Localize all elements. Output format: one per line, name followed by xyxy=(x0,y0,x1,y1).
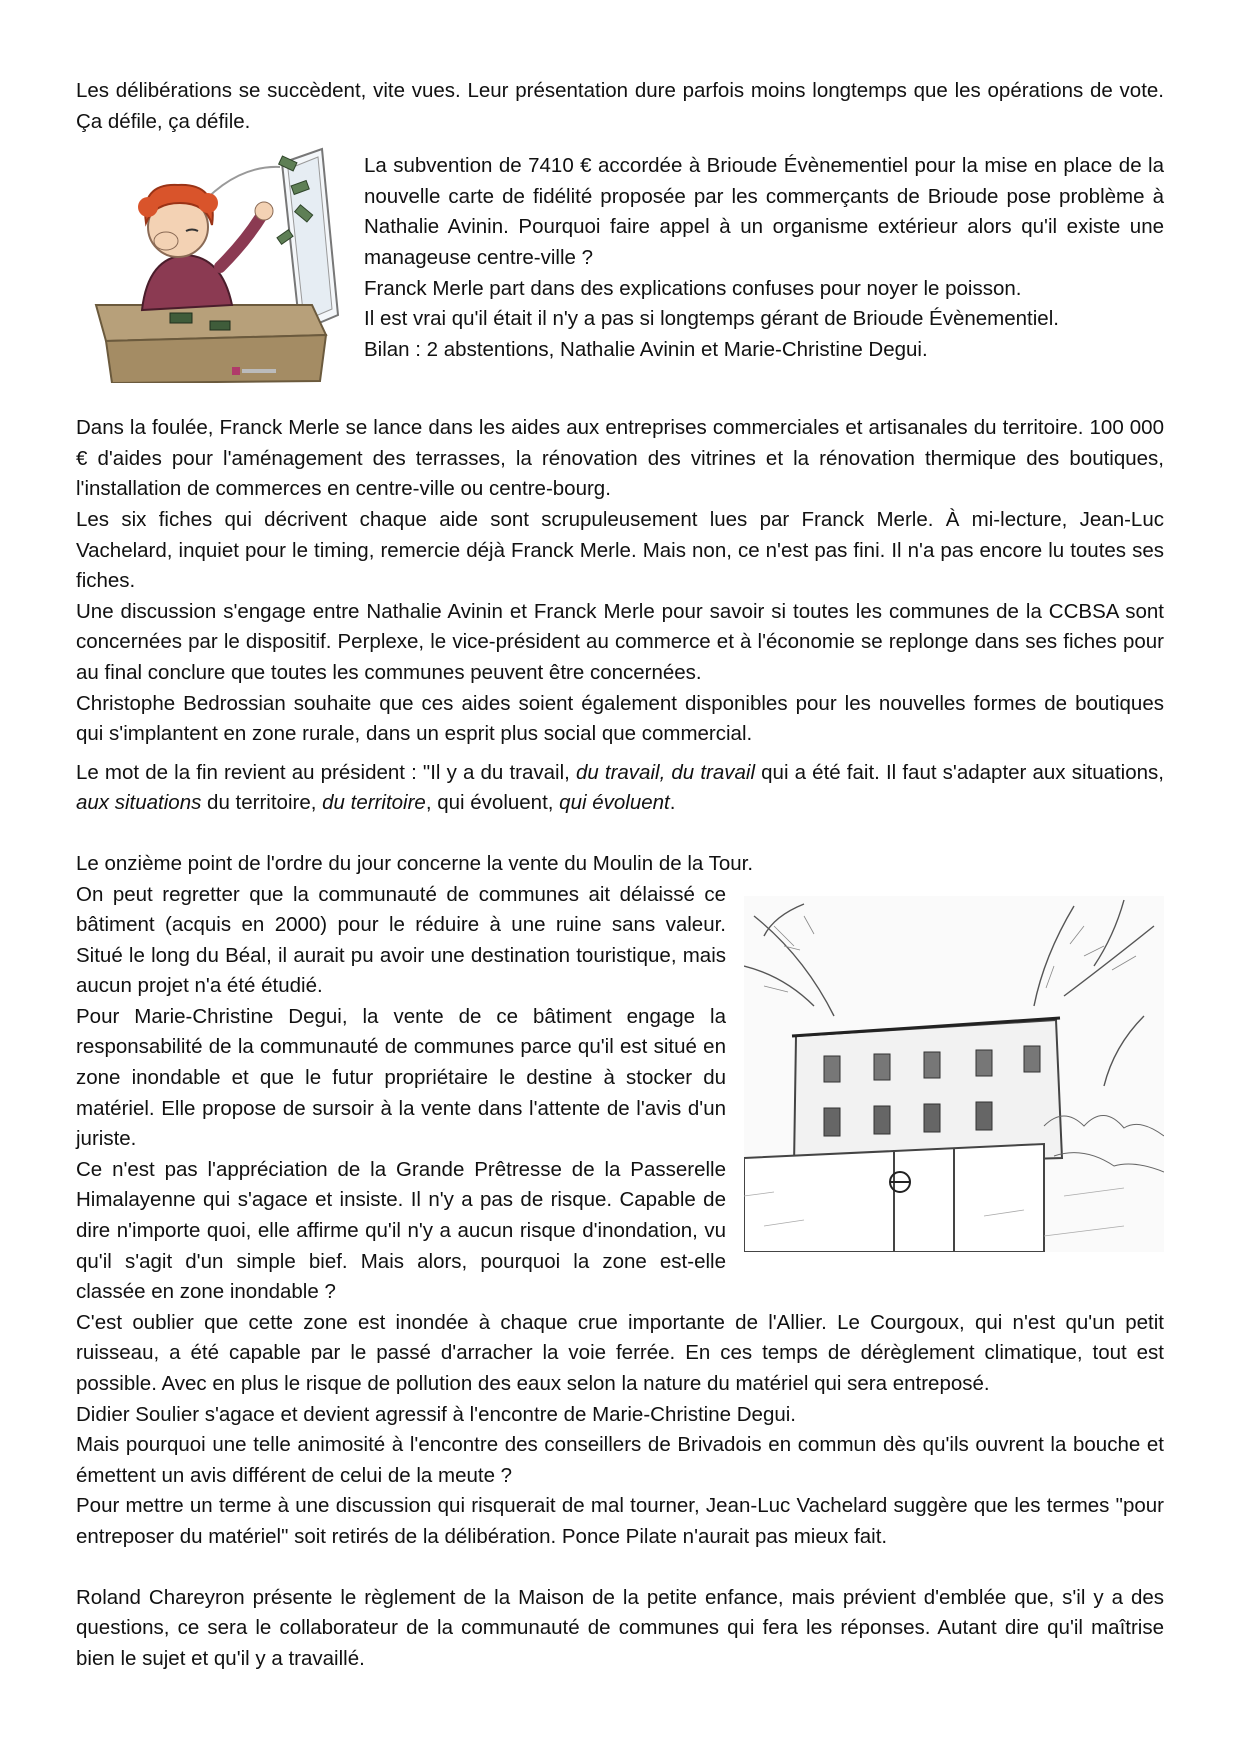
paragraph-fiches: Les six fiches qui décrivent chaque aide sont scrupuleusement lues par Franck Merle. À mi-lecture, Jean-Luc Vachelard, inquiet pour le timing, remercie déjà Franck Merle. Mais non, ce n'est pas fini. Il n'a pas encore lu toutes ses fiches. xyxy=(76,507,1164,593)
paragraph-subvention: La subvention de 7410 € accordée à Brioude Évènementiel pour la mise en place de la nouvelle carte de fidélité proposée par les commerçants de Brioude pose problème à Nathalie Avinin. Pourquoi faire appel à un organisme extérieur alors qu'il existe une manageuse centre-ville ? xyxy=(364,154,1164,269)
paragraph-intro: Les délibérations se succèdent, vite vues. Leur présentation dure parfois moins longtemps que les opérations de vote. Ça défile, ça défile. xyxy=(76,79,1164,133)
moulin-sketch-svg xyxy=(744,896,1164,1252)
cartoon-svg xyxy=(82,145,354,383)
paragraph-gerant: Il est vrai qu'il était il n'y a pas si longtemps gérant de Brioude Évènementiel. xyxy=(364,307,1059,331)
moulin-sketch-illustration xyxy=(744,896,1164,1252)
paragraph-aides: Dans la foulée, Franck Merle se lance dans les aides aux entreprises commerciales et artisanales du territoire. 100 000 € d'aides pour l'aménagement des terrasses, la rénovation des vitrines et la rénovation thermique des boutiques, l'installation de commerces en centre-ville ou centre-bourg. xyxy=(76,416,1164,501)
paragraph-franck-merle: Franck Merle part dans des explications confuses pour noyer le poisson. xyxy=(364,276,1022,300)
paragraph-bilan: Bilan : 2 abstentions, Nathalie Avinin et Marie-Christine Degui. xyxy=(364,337,928,361)
paragraph-bedrossian: Christophe Bedrossian souhaite que ces aides soient également disponibles pour les nouvelles formes de boutiques qui s'implantent en zone rurale, dans un esprit plus social que commercial. xyxy=(76,691,1164,746)
document-page xyxy=(76,76,1164,1674)
paragraph-degui: Pour Marie-Christine Degui, la vente de ce bâtiment engage la responsabilité de la communauté de communes parce qu'il est situé en zone inondable et que le futur propriétaire le destine à stocker du matériel. Elle propose de sursoir à la vente dans l'attente de l'avis d'un juriste. xyxy=(76,1004,726,1151)
paragraph-chareyron: Roland Chareyron présente le règlement de la Maison de la petite enfance, mais prévient d'emblée que, s'il y a des questions, ce sera le collaborateur de la communauté de communes qui fera les réponses. Autant dire qu'il maîtrise bien le sujet et qu'il y a travaillé. xyxy=(76,1585,1164,1670)
paragraph-regret: On peut regretter que la communauté de communes ait délaissé ce bâtiment (acquis en 2000) pour le réduire à une ruine sans valeur. Situé le long du Béal, il aurait pu avoir une destination touristique, mais aucun projet n'a été étudié. xyxy=(76,882,726,998)
paragraph-discussion: Une discussion s'engage entre Nathalie Avinin et Franck Merle pour savoir si toutes les communes de la CCBSA sont concernées par le dispositif. Perplexe, le vice-président au commerce et à l'économie se replonge dans ses fiches pour au final conclure que toutes les communes peuvent être concernées. xyxy=(76,599,1164,684)
paragraph-animosite: Mais pourquoi une telle animosité à l'encontre des conseillers de Brivadois en commun dès qu'ils ouvrent la bouche et émettent un avis différent de celui de la meute ? xyxy=(76,1433,1164,1487)
cartoon-money-window-illustration xyxy=(82,145,354,383)
paragraph-moulin-intro: Le onzième point de l'ordre du jour concerne la vente du Moulin de la Tour. xyxy=(76,851,754,875)
paragraph-crue: C'est oublier que cette zone est inondée à chaque crue importante de l'Allier. Le Courgoux, qui n'est qu'un petit ruisseau, a été capable par le passé d'arracher la voie ferrée. En ces temps de dérèglement climatique, tout est possible. Avec en plus le risque de pollution des eaux selon la nature du matériel qui sera entreposé. xyxy=(76,1310,1164,1395)
paragraph-mot-de-la-fin: Le mot de la fin revient au président : "Il y a du travail, du travail, du travail qui a été fait. Il faut s'adapter aux situations, aux situations du territoire, du territoire, qui évoluent, qui évoluent. xyxy=(76,760,1164,815)
paragraph-vachelard: Pour mettre un terme à une discussion qui risquerait de mal tourner, Jean-Luc Vachelard suggère que les termes "pour entreposer du matériel" soit retirés de la délibération. Ponce Pilate n'aurait pas mieux fait. xyxy=(76,1494,1164,1548)
paragraph-soulier: Didier Soulier s'agace et devient agressif à l'encontre de Marie-Christine Degui. xyxy=(76,1402,796,1426)
paragraph-grande-pretresse: Ce n'est pas l'appréciation de la Grande Prêtresse de la Passerelle Himalayenne qui s'agace et insiste. Il n'y a pas de risque. Capable de dire n'importe quoi, elle affirme qu'il n'y a aucun risque d'inondation, vu qu'il s'agit d'un simple bief. Mais alors, pourquoi la zone est-elle classée en zone inondable ? xyxy=(76,1157,726,1304)
